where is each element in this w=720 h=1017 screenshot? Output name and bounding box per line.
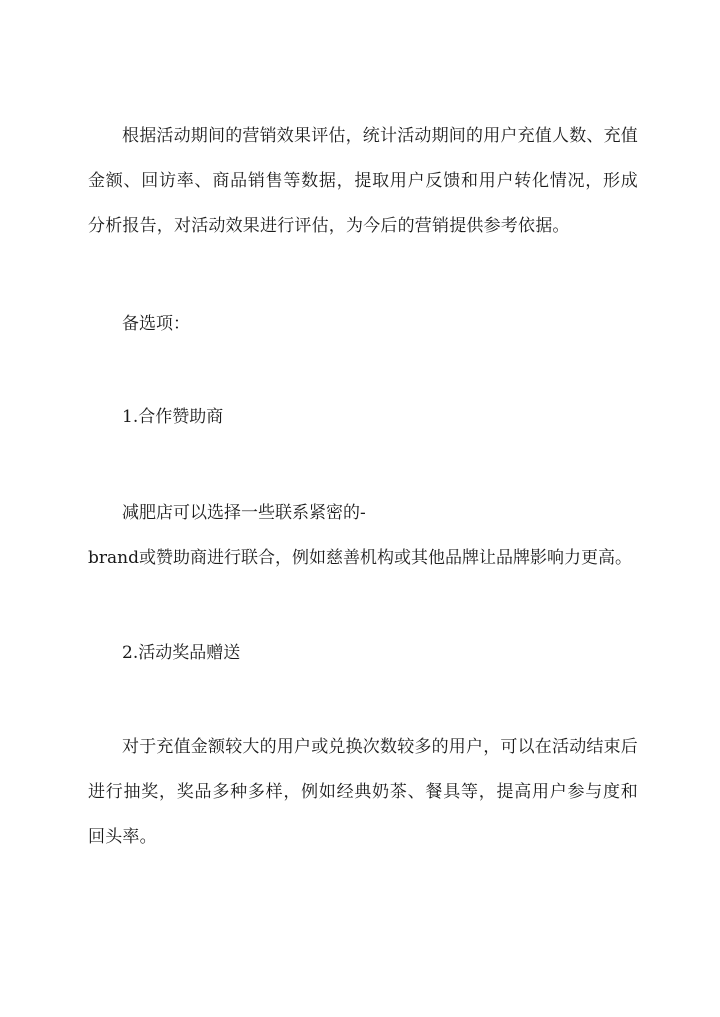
options-heading: 备选项： — [122, 314, 190, 334]
option-1-title: 1.合作赞助商 — [122, 407, 224, 427]
option-1-text-line-2: brand或赞助商进行联合，例如慈善机构或其他品牌让品牌影响力更高。 — [88, 548, 632, 568]
option-1-text-line-1: 减肥店可以选择一些联系紧密的- — [122, 503, 366, 523]
prize-paragraph: 对于充值金额较大的用户或兑换次数较多的用户，可以在活动结束后进行抽奖，奖品多种多样，例如经典奶茶、餐具等，提高用户参与度和回头率。 — [88, 737, 638, 847]
evaluation-paragraph: 根据活动期间的营销效果评估，统计活动期间的用户充值人数、充值金额、回访率、商品销售等数据，提取用户反馈和用户转化情况，形成分析报告，对活动效果进行评估，为今后的营销提供参考依据。 — [88, 126, 638, 236]
option-2-title: 2.活动奖品赠送 — [122, 643, 241, 663]
